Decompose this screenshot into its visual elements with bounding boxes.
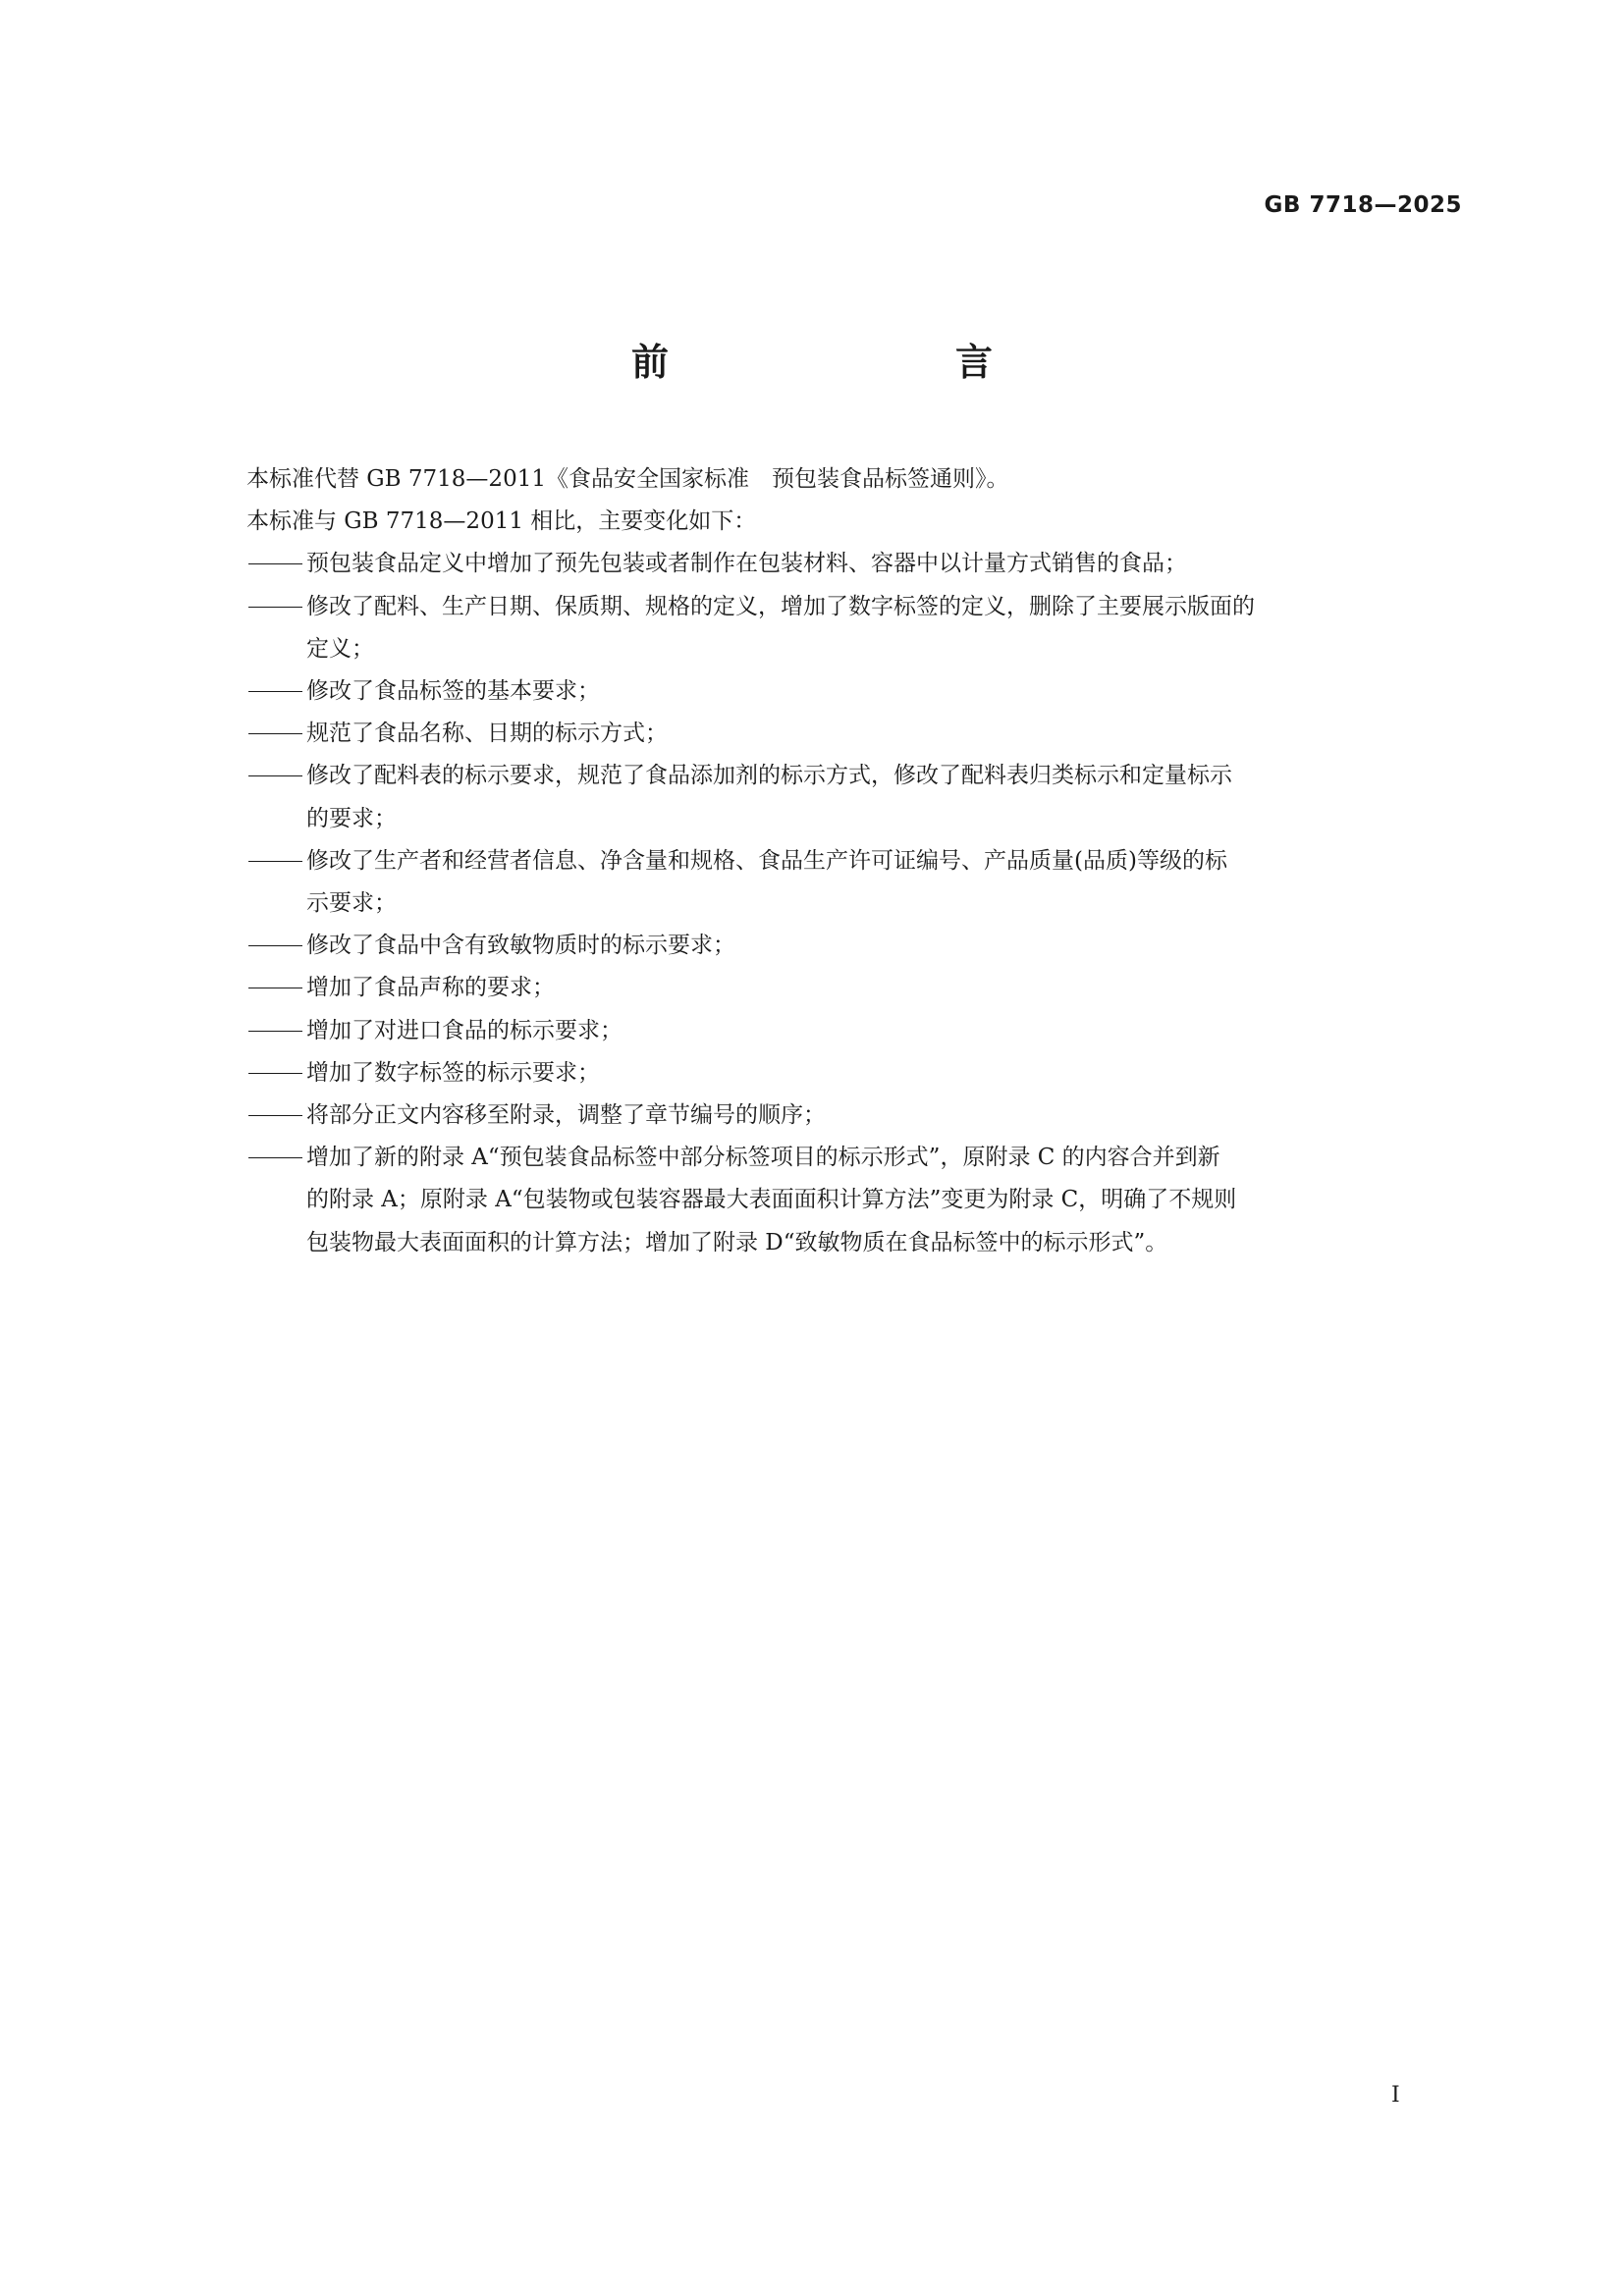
em-dash-marker: [246, 755, 306, 797]
em-dash-marker: [246, 925, 306, 967]
em-dash-marker: [246, 543, 306, 585]
intro-paragraph-replaces: 本标准代替 GB 7718—2011《食品安全国家标准 预包装食品标签通则》。: [246, 466, 1009, 492]
list-item: [246, 840, 1464, 925]
list-item: [246, 925, 1464, 967]
list-item-text: 修改了食品中含有致敏物质时的标示要求；: [306, 933, 735, 959]
em-dash-marker: [246, 840, 306, 882]
list-item-text: 修改了食品标签的基本要求；: [306, 678, 600, 705]
em-dash-marker: [246, 1052, 306, 1095]
list-item-text: 增加了新的附录 A“预包装食品标签中部分标签项目的标示形式”，原附录 C 的内容合并到新: [306, 1145, 1220, 1171]
page-title: 前 言: [630, 341, 1063, 384]
standard-code: GB 7718—2025: [1264, 192, 1462, 218]
changes-list: [246, 543, 1464, 1263]
em-dash-marker: [246, 586, 306, 628]
em-dash-marker: [246, 1010, 306, 1052]
list-item-text: 包装物最大表面面积的计算方法；增加了附录 D“致敏物质在食品标签中的标示形式”。: [306, 1229, 1168, 1255]
em-dash-marker: [246, 1095, 306, 1137]
list-item-text: 的附录 A；原附录 A“包装物或包装容器最大表面面积计算方法”变更为附录 C，明确了不规则: [306, 1187, 1237, 1213]
list-item-text: 修改了生产者和经营者信息、净含量和规格、食品生产许可证编号、产品质量(品质)等级的标: [306, 847, 1227, 874]
list-item: [246, 1010, 1464, 1052]
list-item: [246, 586, 1464, 670]
em-dash-marker: [246, 1137, 306, 1179]
list-item-text: 定义；: [306, 635, 374, 662]
list-item-text: 修改了配料、生产日期、保质期、规格的定义，增加了数字标签的定义，删除了主要展示版面的: [306, 593, 1255, 619]
list-item-text: 增加了食品声称的要求；: [306, 975, 555, 1001]
page-number: I: [1391, 2083, 1400, 2108]
list-item: [246, 755, 1464, 839]
list-item-text: 示要求；: [306, 890, 397, 917]
em-dash-marker: [246, 670, 306, 713]
list-item-text: 预包装食品定义中增加了预先包装或者制作在包装材料、容器中以计量方式销售的食品；: [306, 551, 1187, 577]
list-item: [246, 1052, 1464, 1095]
em-dash-marker: [246, 713, 306, 755]
list-item-text: 规范了食品名称、日期的标示方式；: [306, 721, 668, 747]
list-item: [246, 1137, 1464, 1264]
list-item-text: 增加了数字标签的标示要求；: [306, 1059, 600, 1086]
list-item-text: 增加了对进口食品的标示要求；: [306, 1017, 623, 1043]
list-item-text: 的要求；: [306, 805, 397, 831]
em-dash-marker: [246, 967, 306, 1009]
list-item: [246, 967, 1464, 1009]
list-item: [246, 670, 1464, 713]
intro-paragraph-changes: 本标准与 GB 7718—2011 相比，主要变化如下：: [246, 508, 757, 535]
list-item-text: 将部分正文内容移至附录，调整了章节编号的顺序；: [306, 1102, 826, 1129]
list-item-text: 修改了配料表的标示要求，规范了食品添加剂的标示方式，修改了配料表归类标示和定量标示: [306, 763, 1232, 789]
list-item: [246, 713, 1464, 755]
list-item: [246, 543, 1464, 585]
list-item: [246, 1095, 1464, 1137]
foreword-body: [246, 458, 1464, 1264]
